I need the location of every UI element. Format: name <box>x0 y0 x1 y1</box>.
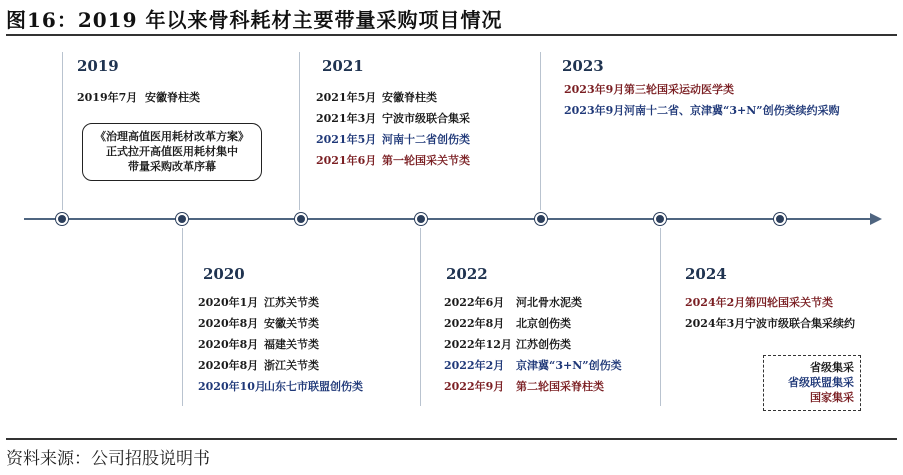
axis-line <box>24 218 872 220</box>
event-date: 2023年9月 <box>564 104 625 117</box>
event-date: 2021年3月 <box>316 112 377 125</box>
year-label-2019: 2019 <box>77 57 119 75</box>
policy-line-3: 带量采购改革序幕 <box>128 160 216 173</box>
event-date: 2024年2月 <box>685 296 746 309</box>
event-text: 福建关节类 <box>264 338 319 351</box>
event-date: 2022年8月 <box>444 317 505 330</box>
timeline-node-6 <box>654 213 666 225</box>
event-2020-3 <box>198 336 319 352</box>
event-date: 2022年6月 <box>444 296 505 309</box>
event-2020-4 <box>198 357 319 373</box>
event-date: 2023年9月 <box>564 83 625 96</box>
event-date: 2020年1月 <box>198 296 259 309</box>
event-2021-4 <box>316 152 470 168</box>
timeline-node-4 <box>415 213 427 225</box>
year-label-2023: 2023 <box>562 57 604 75</box>
event-text: 北京创伤类 <box>516 317 571 330</box>
event-text: 第三轮国采运动医学类 <box>624 83 734 96</box>
divider-bottom-2 <box>420 228 421 406</box>
timeline-node-5 <box>535 213 547 225</box>
event-2021-1 <box>316 89 437 105</box>
event-text: 浙江关节类 <box>264 359 319 372</box>
event-text: 宁波市级联合集采续约 <box>745 317 855 330</box>
event-2023-1 <box>564 81 734 97</box>
event-text: 河南十二省创伤类 <box>382 133 470 146</box>
event-date: 2024年3月 <box>685 317 746 330</box>
event-text: 安徽脊柱类 <box>382 91 437 104</box>
legend-national: 国家集采 <box>810 391 854 404</box>
event-date: 2019年7月 <box>77 91 138 104</box>
policy-line-1: 《治理高值医用耗材改革方案》 <box>95 130 249 143</box>
event-text: 江苏创伤类 <box>516 338 571 351</box>
legend-alliance: 省级联盟集采 <box>788 376 854 389</box>
source-note: 资料来源：公司招股说明书 <box>6 449 210 469</box>
event-text: 江苏关节类 <box>264 296 319 309</box>
event-2021-3 <box>316 131 470 147</box>
title-rule <box>6 34 897 36</box>
timeline-node-3 <box>295 213 307 225</box>
divider-bottom-3 <box>660 228 661 406</box>
tier-legend <box>763 355 861 411</box>
event-2019-1 <box>77 89 200 105</box>
event-2024-1 <box>685 294 833 310</box>
footer-rule <box>6 438 897 440</box>
event-text: 第一轮国采关节类 <box>382 154 470 167</box>
event-2024-2 <box>685 315 855 331</box>
event-2022-1 <box>444 294 582 310</box>
event-date: 2020年10月 <box>198 380 266 393</box>
year-label-2022: 2022 <box>446 265 488 283</box>
event-2020-1 <box>198 294 319 310</box>
event-date: 2021年5月 <box>316 91 377 104</box>
event-date: 2021年6月 <box>316 154 377 167</box>
event-date: 2022年9月 <box>444 380 505 393</box>
event-text: 安徽脊柱类 <box>145 91 200 104</box>
event-2022-2 <box>444 315 571 331</box>
event-text: 第四轮国采关节类 <box>745 296 833 309</box>
event-date: 2020年8月 <box>198 317 259 330</box>
divider-top-1 <box>62 52 63 210</box>
year-label-2021: 2021 <box>322 57 364 75</box>
event-date: 2020年8月 <box>198 338 259 351</box>
event-text: 安徽关节类 <box>264 317 319 330</box>
event-date: 2021年5月 <box>316 133 377 146</box>
event-2022-5 <box>444 378 604 394</box>
event-2022-3 <box>444 336 571 352</box>
timeline-node-7 <box>774 213 786 225</box>
event-2022-4 <box>444 357 622 373</box>
event-2020-5 <box>198 378 363 394</box>
year-label-2024: 2024 <box>685 265 727 283</box>
divider-top-3 <box>540 52 541 210</box>
event-date: 2022年2月 <box>444 359 505 372</box>
axis-arrow-icon <box>870 213 882 225</box>
event-text: 河南十二省、京津冀“3+N”创伤类续约采购 <box>624 104 840 117</box>
event-text: 京津冀“3+N”创伤类 <box>516 359 622 372</box>
figure-title: 图16：2019 年以来骨科耗材主要带量采购项目情况 <box>6 8 503 32</box>
legend-provincial: 省级集采 <box>810 361 854 374</box>
policy-box <box>82 123 262 181</box>
policy-line-2: 正式拉开高值医用耗材集中 <box>106 145 238 158</box>
event-date: 2022年12月 <box>444 338 512 351</box>
event-text: 河北骨水泥类 <box>516 296 582 309</box>
divider-top-2 <box>299 52 300 210</box>
event-2023-2 <box>564 102 840 118</box>
event-text: 山东七市联盟创伤类 <box>264 380 363 393</box>
divider-bottom-1 <box>182 228 183 406</box>
event-2021-2 <box>316 110 470 126</box>
timeline-node-2 <box>176 213 188 225</box>
event-2020-2 <box>198 315 319 331</box>
event-text: 第二轮国采脊柱类 <box>516 380 604 393</box>
event-text: 宁波市级联合集采 <box>382 112 470 125</box>
timeline-axis <box>24 211 882 227</box>
year-label-2020: 2020 <box>203 265 245 283</box>
event-date: 2020年8月 <box>198 359 259 372</box>
timeline-node-1 <box>56 213 68 225</box>
